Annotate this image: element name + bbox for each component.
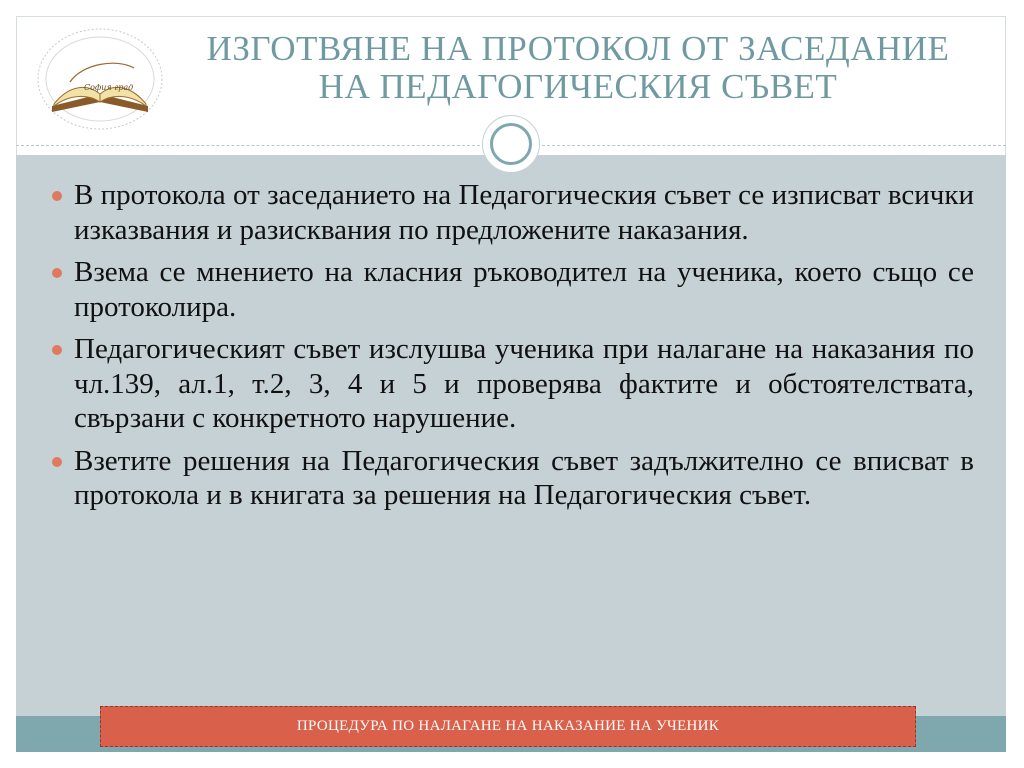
open-book-logo-icon [30, 24, 170, 134]
list-item [52, 255, 974, 324]
bullet-list [52, 178, 974, 521]
bullet-text: Взема се мнението на класния ръководител на ученика, което също се протоколира. [74, 256, 974, 323]
footer-banner [100, 706, 916, 747]
bullet-text: В протокола от заседанието на Педагогическия съвет се изписват всички изказвания и разисквания по предложените наказания. [74, 179, 974, 246]
bullet-text: Взетите решения на Педагогическия съвет задължително се вписват в протокола и в книгата за решения на Педагогическия съвет. [74, 444, 974, 511]
list-item [52, 178, 974, 247]
ring-ornament-icon [482, 115, 540, 173]
list-item [52, 444, 974, 513]
bullet-dot-icon [52, 268, 62, 278]
bullet-dot-icon [52, 345, 62, 355]
title-line-1: ИЗГОТВЯНЕ НА ПРОТОКОЛ ОТ ЗАСЕДАНИЕ [206, 29, 950, 68]
list-item [52, 332, 974, 436]
slide-title [178, 30, 978, 106]
bullet-dot-icon [52, 191, 62, 201]
footer-text: ПРОЦЕДУРА ПО НАЛАГАНЕ НА НАКАЗАНИЕ НА УЧЕНИК [296, 718, 720, 734]
bullet-text: Педагогическият съвет изслушва ученика при налагане на наказания по чл.139, ал.1, т.2, 3, 4 и 5 и проверява фактите и обстоятелствата, свързани с конкретното нарушение. [74, 333, 974, 434]
title-line-2: НА ПЕДАГОГИЧЕСКИЯ СЪВЕТ [318, 67, 838, 106]
logo-text: София град [84, 83, 134, 92]
bullet-dot-icon [52, 457, 62, 467]
